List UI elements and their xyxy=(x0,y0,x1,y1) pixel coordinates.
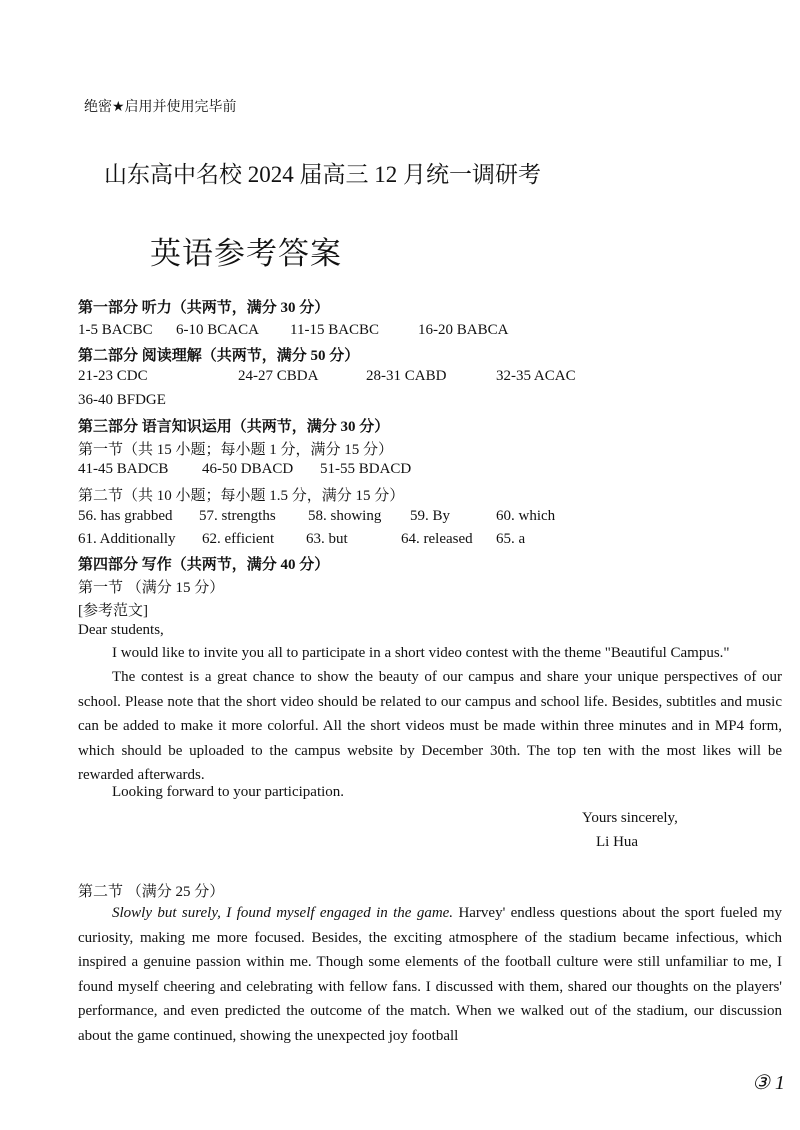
exam-title: 山东高中名校 2024 届高三 12 月统一调研考 xyxy=(104,162,541,187)
letter-signature: Li Hua xyxy=(596,834,639,850)
part3-section2-heading: 第二节（共 10 小题；每小题 1.5 分，满分 15 分） xyxy=(78,488,405,504)
answer-item: 61. Additionally xyxy=(78,531,176,547)
answer-group: 1-5 BACBC xyxy=(78,322,153,338)
part4-heading: 第四部分 写作（共两节，满分 40 分） xyxy=(78,557,330,573)
answer-group: 51-55 BDACD xyxy=(320,461,412,477)
answer-item: 63. but xyxy=(306,531,348,547)
letter-paragraph: I would like to invite you all to participate in a short video contest with the theme "Beautiful Campus." xyxy=(112,645,730,661)
sample-essay-label: [参考范文] xyxy=(78,603,148,619)
continuation-paragraph xyxy=(78,901,782,1048)
answer-item: 59. By xyxy=(410,508,451,524)
answer-item: 64. released xyxy=(401,531,473,547)
answer-item: 57. strengths xyxy=(199,508,276,524)
answer-item: 58. showing xyxy=(308,508,382,524)
letter-paragraph: Looking forward to your participation. xyxy=(112,784,345,800)
answer-group: 36-40 BFDGE xyxy=(78,392,166,408)
answer-item: 60. which xyxy=(496,508,556,524)
letter-closing: Yours sincerely, xyxy=(582,810,678,826)
letter-paragraph: The contest is a great chance to show the beauty of our campus and share your unique perspectives of our school. Please note that the short video should be related to our campus and school life. Besides, subtitles and music can be added to make it more colorful. All the short videos must be made within three minutes and in MP4 form, which should be uploaded to the campus website by December 30th. The top ten with the most likes will be rewarded afterwards. xyxy=(78,669,782,783)
answer-group: 16-20 BABCA xyxy=(418,322,509,338)
answer-key-title: 英语参考答案 xyxy=(150,236,342,272)
answer-group: 24-27 CBDA xyxy=(238,368,319,384)
answer-group: 11-15 BACBC xyxy=(290,322,380,338)
page-mark: ③ 1 xyxy=(752,1072,785,1094)
part2-heading: 第二部分 阅读理解（共两节，满分 50 分） xyxy=(78,348,360,364)
part3-heading: 第三部分 语言知识运用（共两节，满分 30 分） xyxy=(78,419,390,435)
answer-group: 21-23 CDC xyxy=(78,368,148,384)
answer-group: 28-31 CABD xyxy=(366,368,447,384)
part4-section2-heading: 第二节 （满分 25 分） xyxy=(78,884,225,900)
answer-item: 56. has grabbed xyxy=(78,508,173,524)
answer-group: 6-10 BCACA xyxy=(176,322,259,338)
continuation-body: Harvey' endless questions about the sport fueled my curiosity, making me more focused. Besides, the exciting atmosphere of the stadium became infectious, which inspired a genuine passion within me. Though some elements of the football culture were still unfamiliar to me, I found myself cheering and celebrating with fellow fans. I discussed with them, shared our thoughts on the players' performance, and even predicted the outcome of the match. When we walked out of the stadium, our discussion about the game continued, showing the unexpected joy football xyxy=(78,905,782,1044)
letter-salutation: Dear students, xyxy=(78,622,164,638)
answer-group: 41-45 BADCB xyxy=(78,461,169,477)
part1-heading: 第一部分 听力（共两节，满分 30 分） xyxy=(78,300,330,316)
answer-group: 32-35 ACAC xyxy=(496,368,576,384)
answer-item: 62. efficient xyxy=(202,531,275,547)
continuation-lead-sentence: Slowly but surely, I found myself engaged in the game. xyxy=(112,905,454,921)
part3-section1-heading: 第一节（共 15 小题；每小题 1 分，满分 15 分） xyxy=(78,442,394,458)
answer-item: 65. a xyxy=(496,531,526,547)
confidential-notice: 绝密★启用并使用完毕前 xyxy=(84,99,237,115)
answer-group: 46-50 DBACD xyxy=(202,461,294,477)
part4-section1-heading: 第一节 （满分 15 分） xyxy=(78,580,225,596)
